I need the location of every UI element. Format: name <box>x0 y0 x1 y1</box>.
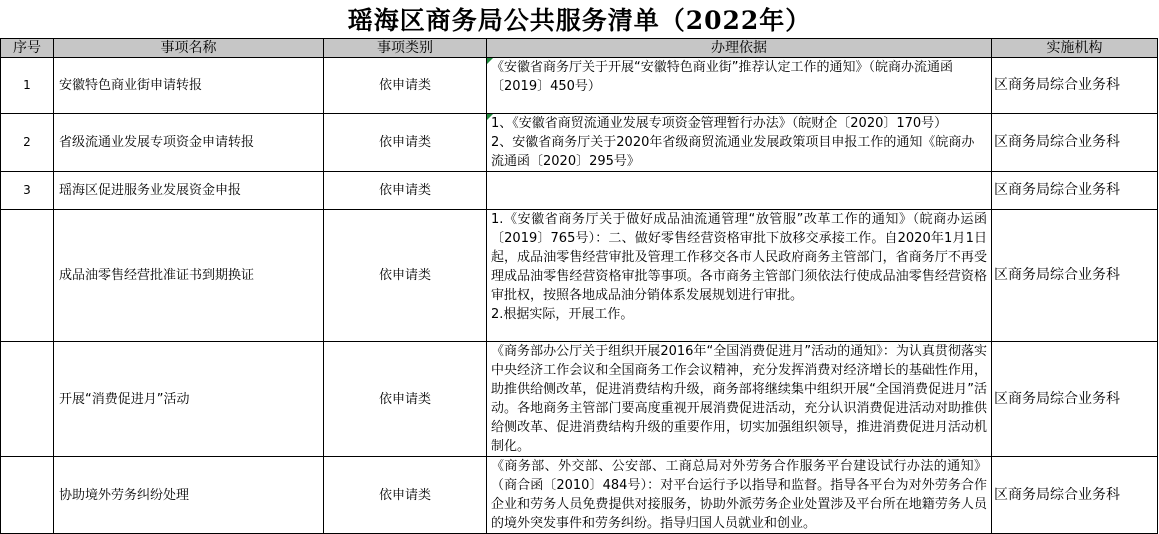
header-row <box>1 39 1158 58</box>
comment-marker-icon <box>487 114 493 120</box>
header-name[interactable]: 事项名称 <box>54 39 324 58</box>
basis-text: 《商务部、外交部、公安部、工商总局对外劳务合作服务平台建设试行办法的通知》（商合函〔2010〕484号）：对平台运行予以指导和监督。指导各平台为对外劳务合作企业和劳务人员免费提供对接服务，协助外派劳务企业处置涉及平台所在地籍劳务人员的境外突发事件和劳务纠纷。指导归国人员就业和创业。 <box>491 459 987 531</box>
cell-category[interactable]: 依申请类 <box>324 457 487 534</box>
sheet-title: 瑶海区商务局公共服务清单（2022年） <box>347 6 812 35</box>
cell-org[interactable]: 区商务局综合业务科 <box>992 457 1158 534</box>
cell-basis[interactable] <box>487 342 992 457</box>
table-row <box>1 457 1158 534</box>
cell-category[interactable]: 依申请类 <box>324 172 487 210</box>
basis-text: 1.《安徽省商务厅关于做好成品油流通管理“放管服”改革工作的通知》（皖商办运函〔2019〕765号）：二、做好零售经营资格审批下放移交承接工作。自2020年1月1日起，成品油零售经营审批及管理工作移交各市人民政府商务主管部门，省商务厅不再受理成品油零售经营资格审批等事项。各市商务主管部门须依法行使成品油零售经营资格审批权，按照各地成品油分销体系发展规划进行审批。 2.根据实际，开展工作。 <box>491 212 987 322</box>
table-row <box>1 114 1158 172</box>
cell-name[interactable]: 省级流通业发展专项资金申请转报 <box>54 114 324 172</box>
cell-name[interactable]: 开展“消费促进月”活动 <box>54 342 324 457</box>
header-org[interactable]: 实施机构 <box>992 39 1158 58</box>
cell-no[interactable] <box>1 210 54 342</box>
table-row <box>1 342 1158 457</box>
cell-no[interactable]: 3 <box>1 172 54 210</box>
table-row <box>1 172 1158 210</box>
cell-name[interactable]: 协助境外劳务纠纷处理 <box>54 457 324 534</box>
cell-category[interactable]: 依申请类 <box>324 210 487 342</box>
cell-no[interactable] <box>1 457 54 534</box>
cell-no[interactable]: 1 <box>1 58 54 114</box>
cell-basis[interactable] <box>487 210 992 342</box>
cell-category[interactable]: 依申请类 <box>324 114 487 172</box>
cell-basis[interactable] <box>487 457 992 534</box>
cell-org[interactable]: 区商务局综合业务科 <box>992 172 1158 210</box>
cell-category[interactable]: 依申请类 <box>324 58 487 114</box>
header-no[interactable]: 序号 <box>1 39 54 58</box>
service-list-table <box>0 38 1158 534</box>
cell-org[interactable]: 区商务局综合业务科 <box>992 210 1158 342</box>
cell-name[interactable]: 安徽特色商业街申请转报 <box>54 58 324 114</box>
table-row <box>1 58 1158 114</box>
cell-no[interactable] <box>1 342 54 457</box>
cell-basis[interactable] <box>487 114 992 172</box>
basis-text: 《商务部办公厅关于组织开展2016年“全国消费促进月”活动的通知》：为认真贯彻落实中央经济工作会议和全国商务工作会议精神，充分发挥消费对经济增长的基础性作用，助推供给侧改革，促进消费结构升级，商务部将继续集中组织开展“全国消费促进月”活动。各地商务主管部门要高度重视开展消费促进活动，充分认识消费促进活动对助推供给侧改革、促进消费结构升级的重要作用，切实加强组织领导，推进消费促进月活动机制化。 <box>491 344 987 454</box>
comment-marker-icon <box>487 58 493 64</box>
basis-text: 1、《安徽省商贸流通业发展专项资金管理暂行办法》（皖财企〔2020〕170号） 2、安徽省商务厅关于2020年省级商贸流通业发展政策项目申报工作的通知《皖商办流通函〔2020〕295号》 <box>491 116 975 169</box>
cell-org[interactable]: 区商务局综合业务科 <box>992 114 1158 172</box>
cell-no[interactable]: 2 <box>1 114 54 172</box>
cell-basis[interactable] <box>487 58 992 114</box>
cell-org[interactable]: 区商务局综合业务科 <box>992 58 1158 114</box>
cell-name[interactable]: 成品油零售经营批准证书到期换证 <box>54 210 324 342</box>
cell-name[interactable]: 瑶海区促进服务业发展资金申报 <box>54 172 324 210</box>
basis-text: 《安徽省商务厅关于开展“安徽特色商业街”推荐认定工作的通知》（皖商办流通函〔2019〕450号） <box>491 60 953 94</box>
cell-category[interactable]: 依申请类 <box>324 342 487 457</box>
header-basis[interactable]: 办理依据 <box>487 39 992 58</box>
table-row <box>1 210 1158 342</box>
cell-org[interactable]: 区商务局综合业务科 <box>992 342 1158 457</box>
cell-basis[interactable] <box>487 172 992 210</box>
header-category[interactable]: 事项类别 <box>324 39 487 58</box>
